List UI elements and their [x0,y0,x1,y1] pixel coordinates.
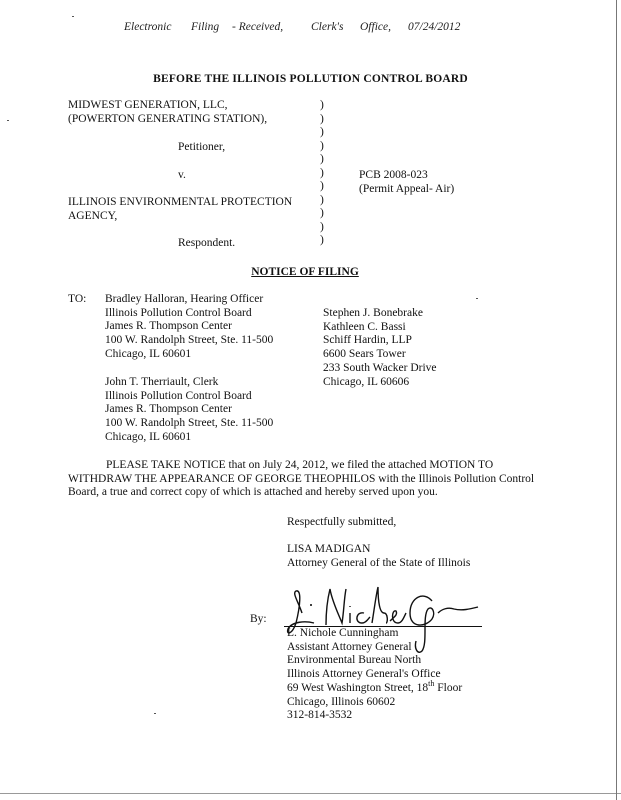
notice-body: PLEASE TAKE NOTICE that on July 24, 2012, we filed the attached MOTION TO WITHDRAW THE APPEARANCE OF GEORGE THEOPHILOS with the Illinois Pollution Control Board, a true and correct copy of which is attached and hereby served upon you. [68,459,535,499]
notice-title: NOTICE OF FILING [251,266,359,278]
street-floor: Floor [434,681,463,694]
address-line: 233 South Wacker Drive [323,361,437,374]
scan-speck [72,16,74,17]
stamp-electronic: Electronic [124,21,172,33]
right-scan-edge [616,0,617,800]
hearing-officer-address [105,293,273,362]
scan-speck [154,713,156,714]
stamp-clerks: Clerk's [311,21,344,33]
paren: ) [320,166,324,179]
address-line: Illinois Pollution Control Board [105,389,252,402]
respectfully-submitted: Respectfully submitted, [287,516,397,528]
address-line: Bradley Halloran, Hearing Officer [105,293,264,305]
respondent-name-line1: ILLINOIS ENVIRONMENTAL PROTECTION [68,196,293,208]
versus-label: v. [178,169,186,181]
petitioner-role: Petitioner, [178,141,226,153]
address-line: Schiff Hardin, LLP [323,334,412,347]
board-title: BEFORE THE ILLINOIS POLLUTION CONTROL BOARD [153,73,468,85]
address-line: Illinois Pollution Control Board [105,306,252,319]
clerk-address [105,376,273,445]
street-ordinal: th [428,678,435,688]
paren: ) [320,193,324,206]
signer-city: Chicago, Illinois 60602 [287,695,396,708]
address-line: Kathleen C. Bassi [323,320,406,333]
paren: ) [320,220,324,233]
signer-block [287,627,462,723]
paren: ) [320,99,324,111]
paren: ) [320,112,324,125]
scan-speck [7,120,9,121]
street-text: 69 West Washington Street, 18 [287,681,429,694]
paren: ) [320,180,324,192]
paren: ) [320,207,324,219]
respondent-name-line2: AGENCY, [68,210,118,222]
address-line: 100 W. Randolph Street, Ste. 11-500 [105,417,274,430]
address-line: Stephen J. Bonebrake [323,307,423,319]
paren: ) [320,234,324,246]
attorney-general-name: LISA MADIGAN [287,543,371,555]
scan-speck [476,298,478,299]
signer-phone: 312-814-3532 [287,709,353,722]
caption-parentheses [320,99,324,248]
address-line: James R. Thompson Center [105,403,232,416]
signer-title: Assistant Attorney General [287,640,412,653]
address-line: 100 W. Randolph Street, Ste. 11-500 [105,334,274,347]
signer-bureau: Environmental Bureau North [287,654,422,667]
address-line: James R. Thompson Center [105,320,232,333]
bottom-scan-edge [0,793,621,794]
stamp-office: Office, [360,21,391,33]
counsel-address [323,307,437,389]
signer-office: Illinois Attorney General's Office [287,668,441,681]
paren: ) [320,126,324,138]
signer-street [287,678,463,696]
signer-name: L. Nichole Cunningham [287,627,399,639]
address-line: 6600 Sears Tower [323,348,406,361]
respondent-role: Respondent. [178,237,236,249]
address-line: Chicago, IL 60606 [323,375,410,388]
paren: ) [320,153,324,165]
attorney-general-title: Attorney General of the State of Illinois [287,557,471,569]
petitioner-name-line1: MIDWEST GENERATION, LLC, [68,99,228,111]
stamp-date: 07/24/2012 [408,21,461,33]
by-label: By: [250,613,267,625]
stamp-filing: Filing [191,21,220,33]
paren: ) [320,139,324,152]
case-number: PCB 2008-023 [359,169,428,181]
address-line: John T. Therriault, Clerk [105,376,219,388]
to-label: TO: [68,293,87,305]
case-type: (Permit Appeal- Air) [359,183,455,195]
stamp-received: - Received, [232,21,284,33]
address-line: Chicago, IL 60601 [105,430,192,443]
petitioner-name-line2: (POWERTON GENERATING STATION), [68,113,268,125]
address-line: Chicago, IL 60601 [105,347,192,360]
